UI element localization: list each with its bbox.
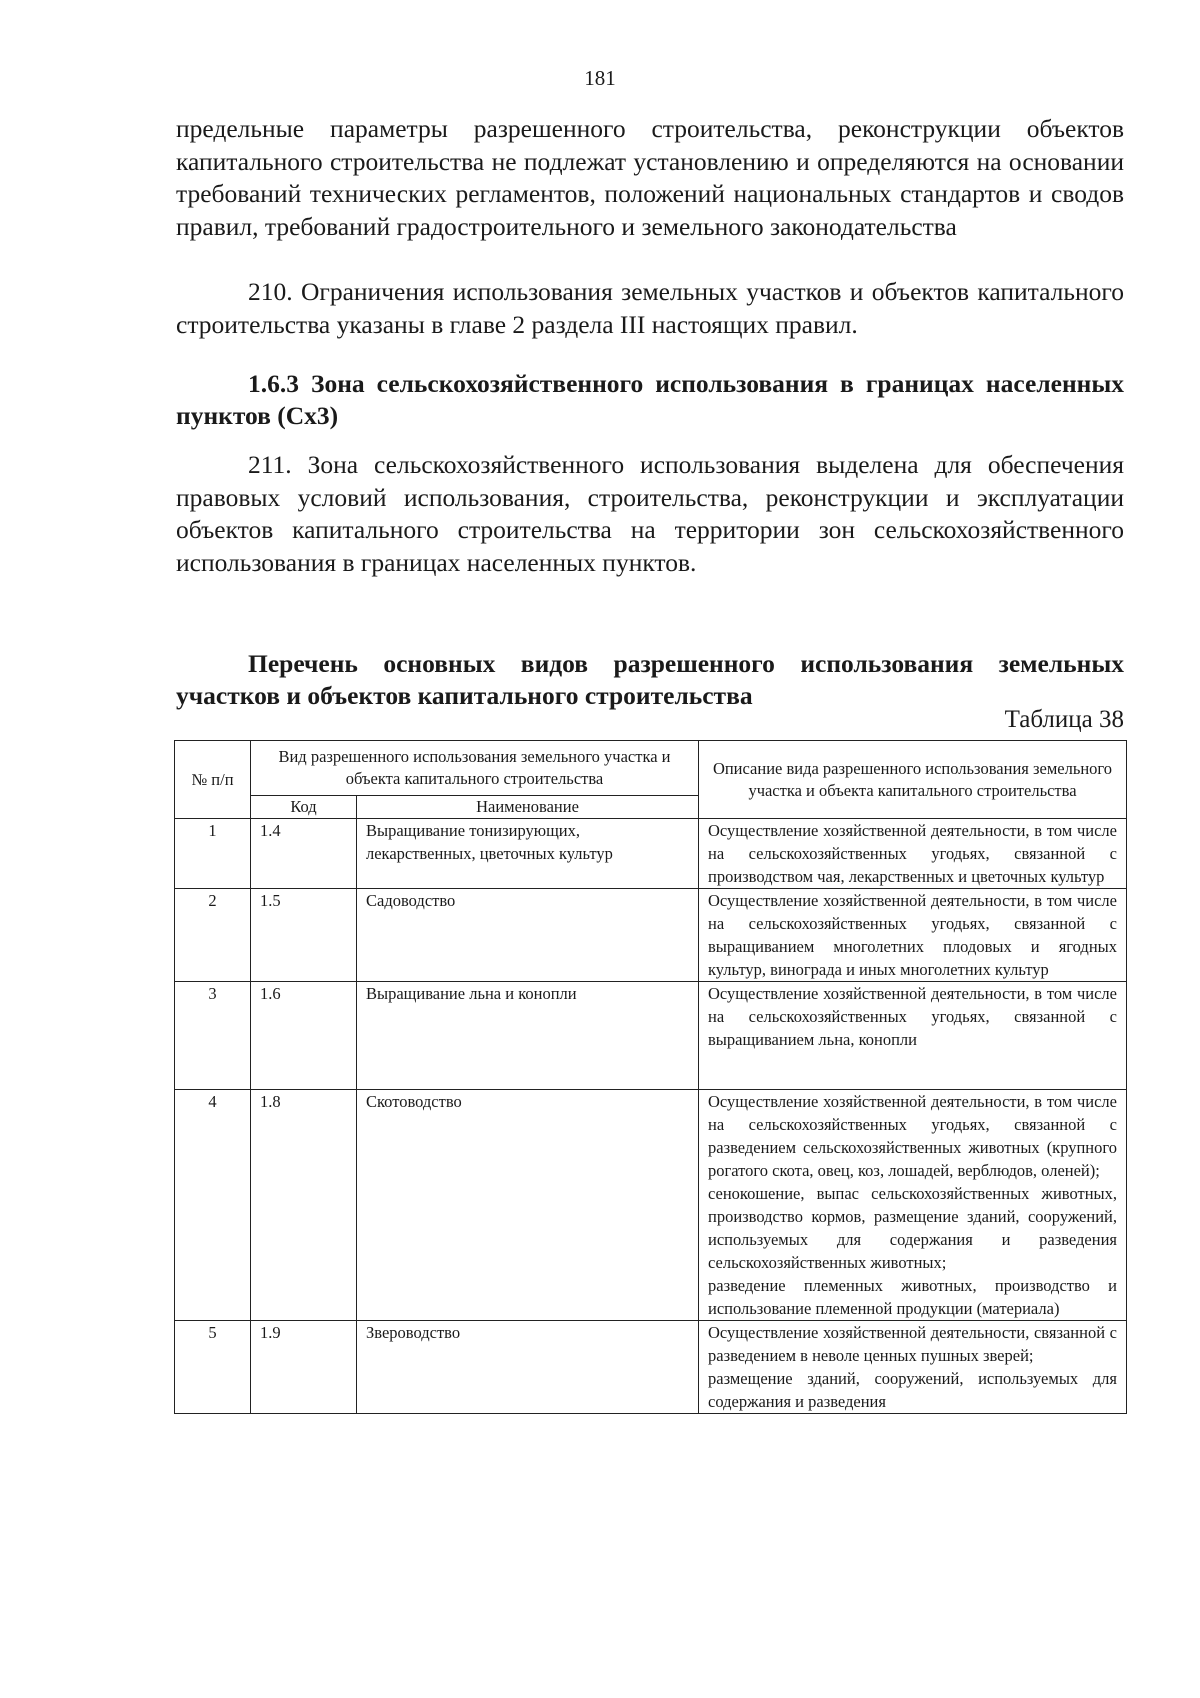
description-line: сенокошение, выпас сельскохозяйственных животных, производство кормов, размещение зданий, сооружений, используемых для содержания и разведения сельскохозяйственных животных; (708, 1184, 1117, 1272)
table-row (175, 819, 1127, 889)
section-heading: 1.6.3 Зона сельскохозяйственного использования в границах населенных пунктов (Сх3) (176, 369, 1124, 430)
row-name: Скотоводство (357, 1090, 699, 1321)
description-line: разведение племенных животных, производство и использование племенной продукции (материала) (708, 1276, 1117, 1318)
paragraph-210: 210. Ограничения использования земельных участков и объектов капитального строительства указаны в главе 2 раздела III настоящих правил. (176, 277, 1124, 339)
row-num: 4 (175, 1090, 251, 1321)
row-num: 1 (175, 819, 251, 889)
header-use-type: Вид разрешенного использования земельного участка и объекта капитального строительства (251, 741, 699, 796)
description-line: Осуществление хозяйственной деятельности, в том числе на сельскохозяйственных угодьях, связанной с разведением сельскохозяйственных животных (крупного рогатого скота, овец, коз, лошадей, верблюдов, оленей); (708, 1092, 1117, 1180)
row-description (699, 1321, 1127, 1414)
row-num: 2 (175, 889, 251, 982)
row-description (699, 1090, 1127, 1321)
row-description: Осуществление хозяйственной деятельности, в том числе на сельскохозяйственных угодьях, связанной с выращиванием льна, конопли (699, 982, 1127, 1090)
header-name: Наименование (357, 796, 699, 819)
intro-paragraph: предельные параметры разрешенного строительства, реконструкции объектов капитального строительства не подлежат установлению и определяются на основании требований технических регламентов, положений национальных стандартов и сводов правил, требований градостроительного и земельного законодательства (176, 114, 1124, 241)
row-description: Осуществление хозяйственной деятельности, в том числе на сельскохозяйственных угодьях, связанной с производством чая, лекарственных и цветочных культур (699, 819, 1127, 889)
description-line: размещение зданий, сооружений, используемых для содержания и разведения (708, 1369, 1117, 1411)
row-name: Звероводство (357, 1321, 699, 1414)
paragraph-211: 211. Зона сельскохозяйственного использования выделена для обеспечения правовых условий использования, строительства, реконструкции и эксплуатации объектов капитального строительства на территории зон сельскохозяйственного использования в границах населенных пунктов. (176, 450, 1124, 577)
table-row (175, 1321, 1127, 1414)
row-description: Осуществление хозяйственной деятельности, в том числе на сельскохозяйственных угодьях, связанной с выращиванием многолетних плодовых и ягодных культур, винограда и иных многолетних культур (699, 889, 1127, 982)
header-description: Описание вида разрешенного использования земельного участка и объекта капитального строительства (699, 741, 1127, 819)
row-code: 1.9 (251, 1321, 357, 1414)
list-heading: Перечень основных видов разрешенного использования земельных участков и объектов капитального строительства (176, 649, 1124, 710)
permitted-use-table (174, 740, 1127, 1414)
page-number: 181 (584, 66, 616, 90)
row-code: 1.6 (251, 982, 357, 1090)
table-row (175, 982, 1127, 1090)
row-name: Выращивание льна и конопли (357, 982, 699, 1090)
table-row (175, 889, 1127, 982)
description-line: Осуществление хозяйственной деятельности, связанной с разведением в неволе ценных пушных зверей; (708, 1323, 1117, 1365)
row-code: 1.5 (251, 889, 357, 982)
table-caption: Таблица 38 (1004, 706, 1124, 733)
header-code: Код (251, 796, 357, 819)
row-code: 1.8 (251, 1090, 357, 1321)
row-name: Выращивание тонизирующих, лекарственных, цветочных культур (357, 819, 699, 889)
row-name: Садоводство (357, 889, 699, 982)
header-num: № п/п (175, 741, 251, 819)
row-num: 3 (175, 982, 251, 1090)
row-code: 1.4 (251, 819, 357, 889)
row-num: 5 (175, 1321, 251, 1414)
table-row (175, 1090, 1127, 1321)
